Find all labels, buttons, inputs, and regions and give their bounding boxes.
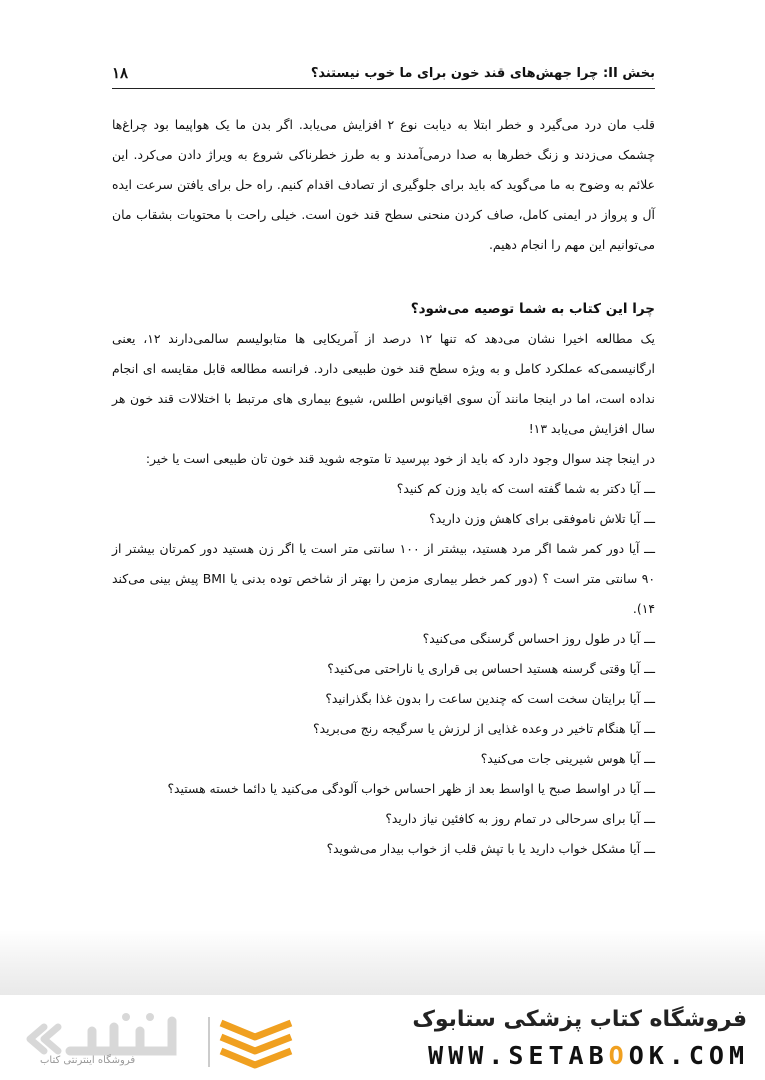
question-item: ـــ آیا دور کمر شما اگر مرد هستید، بیشتر از ۱۰۰ سانتی متر است یا اگر زن هستید دور کمرتان بیشتر از ۹۰ سانتی متر است ؟ (دور کمر خطر بیماری مزمن را بهتر از شاخص توده بدنی یا BMI پیش بینی می‌کند ۱۴).: [112, 541, 655, 616]
shop-url: [428, 1041, 749, 1070]
url-part: WWW.SETAB: [428, 1041, 609, 1070]
question-item: ـــ آیا در اواسط صبح یا اواسط بعد از ظهر احساس خواب آلودگی می‌کنید یا دائما خسته هستید؟: [167, 781, 655, 796]
section-heading: چرا این کتاب به شما توصیه می‌شود؟: [410, 301, 655, 317]
shop-name: فروشگاه کتاب پزشکی ستابوک: [412, 1007, 747, 1032]
paragraph: در اینجا چند سوال وجود دارد که باید از خود بپرسید تا متوجه شوید قند خون تان طبیعی است یا خیر:: [145, 451, 655, 466]
url-highlight: O: [608, 1041, 629, 1070]
question-item: ـــ آیا برای سرحالی در تمام روز به کافئین نیاز دارید؟: [385, 811, 655, 826]
question-item: ـــ آیا وقتی گرسنه هستید احساس بی قراری یا ناراحتی می‌کنید؟: [327, 661, 655, 676]
url-part: OK.COM: [628, 1041, 749, 1070]
paragraph: قلب مان درد می‌گیرد و خطر ابتلا به دیابت نوع ۲ افزایش می‌یابد. اگر بدن ما یک هواپیما بود چراغ‌ها چشمک می‌زدند و زنگ خطرها به صدا درمی‌آمدند و به طرز خطرناکی شروع به ویراژ دادن می‌کرد. این علائم به وضوح به ما می‌گوید که باید برای جلوگیری از تصادف اقدام کنیم. راه حل برای یافتن سرعت ایده آل و پرواز در ایمنی کامل، صاف کردن منحنی سطح قند خون است. خیلی راحت با محتویات بشقاب مان می‌توانیم این مهم را انجام دهیم.: [112, 117, 655, 252]
question-item: ـــ آیا هنگام تاخیر در وعده غذایی از لرزش یا سرگیجه رنج می‌برید؟: [313, 721, 655, 736]
watermark-footer: [0, 995, 765, 1080]
book-stack-icon: [205, 1013, 295, 1069]
question-item: ـــ آیا برایتان سخت است که چندین ساعت را بدون غذا بگذرانید؟: [325, 691, 655, 706]
body-text: [112, 110, 655, 864]
question-item: ـــ آیا تلاش ناموفقی برای کاهش وزن دارید؟: [429, 511, 655, 526]
running-header: [112, 58, 655, 89]
page-number: ۱۸: [112, 64, 129, 82]
paragraph: یک مطالعه اخیرا نشان می‌دهد که تنها ۱۲ درصد از آمریکایی ها متابولیسم سالمی‌دارند ۱۲، یعنی ارگانیسمی‌که عملکرد کامل و به ویژه سطح قند خون طبیعی دارد. فرانسه مطالعه قابل مقایسه ای انجام نداده است، اما در اینجا مانند آن سوی اقیانوس اطلس، شیوع بیماری های مرتبط با اختلالات قند خون هر سال افزایش می‌یابد ۱۳!: [112, 331, 655, 436]
question-item: ـــ آیا هوس شیرینی جات می‌کنید؟: [480, 751, 655, 766]
question-item: ـــ آیا مشکل خواب دارید یا با تپش قلب از خواب بیدار می‌شوید؟: [326, 841, 655, 856]
question-item: ـــ آیا در طول روز احساس گرسنگی می‌کنید؟: [422, 631, 655, 646]
chapter-title: بخش II: چرا جهش‌های قند خون برای ما خوب نیستند؟: [310, 65, 655, 81]
question-item: ـــ آیا دکتر به شما گفته است که باید وزن کم کنید؟: [396, 481, 655, 496]
logo-caption: فروشگاه اینترنتی کتاب: [40, 1055, 136, 1066]
